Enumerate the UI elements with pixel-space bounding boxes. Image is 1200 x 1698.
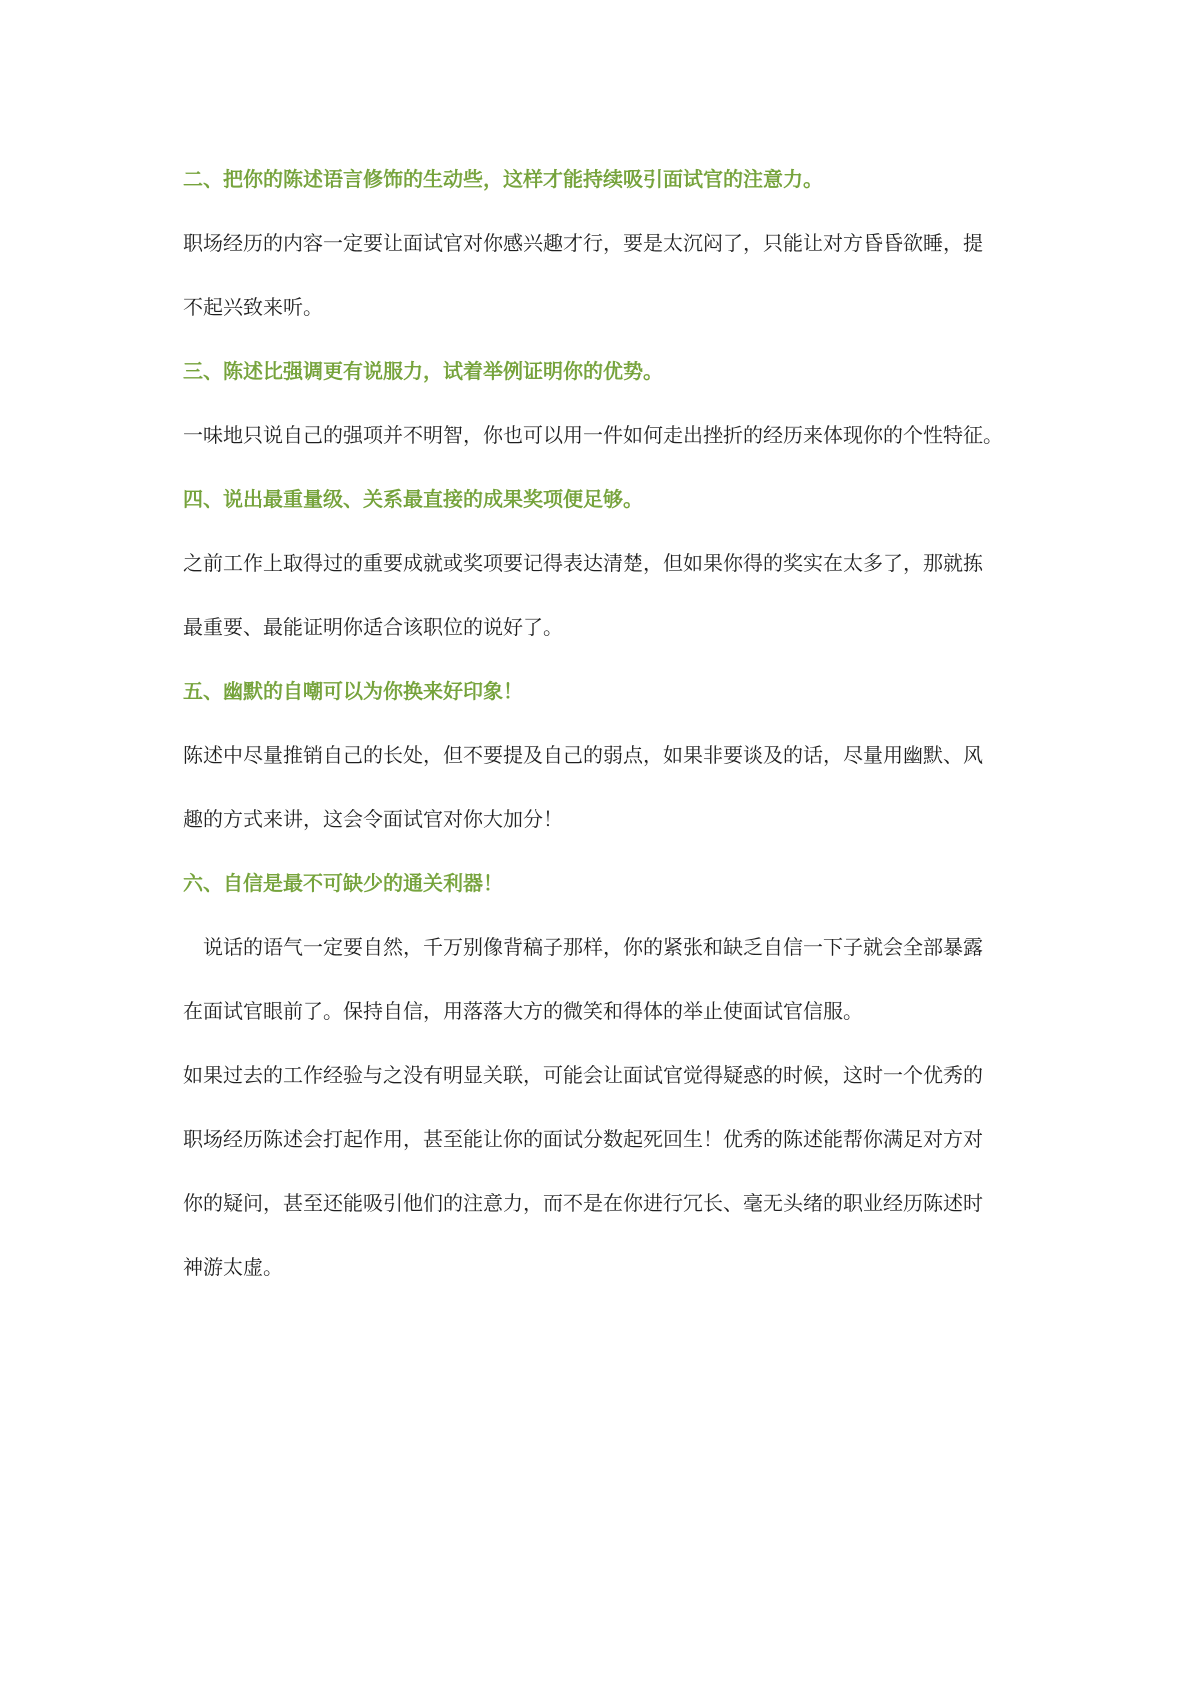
paragraph-line: 之前工作上取得过的重要成就或奖项要记得表达清楚，但如果你得的奖实在太多了，那就拣 [183,551,983,575]
paragraph-line: 最重要、最能证明你适合该职位的说好了。 [183,615,563,639]
paragraph-line: 陈述中尽量推销自己的长处，但不要提及自己的弱点，如果非要谈及的话，尽量用幽默、风 [183,743,983,767]
section-heading-4: 四、说出最重量级、关系最直接的成果奖项便足够。 [183,487,643,511]
paragraph-line: 一味地只说自己的强项并不明智，你也可以用一件如何走出挫折的经历来体现你的个性特征。 [183,423,1003,447]
paragraph-line: 职场经历的内容一定要让面试官对你感兴趣才行，要是太沉闷了，只能让对方昏昏欲睡，提 [183,231,983,255]
paragraph-line: 你的疑问，甚至还能吸引他们的注意力，而不是在你进行冗长、毫无头绪的职业经历陈述时 [183,1191,983,1215]
section-heading-3: 三、陈述比强调更有说服力，试着举例证明你的优势。 [183,359,663,383]
paragraph-line: 职场经历陈述会打起作用，甚至能让你的面试分数起死回生！优秀的陈述能帮你满足对方对 [183,1127,983,1151]
paragraph-line: 不起兴致来听。 [183,295,323,319]
document-content [183,155,1043,1307]
section-heading-5: 五、幽默的自嘲可以为你换来好印象！ [183,679,523,703]
section-heading-2: 二、把你的陈述语言修饰的生动些，这样才能持续吸引面试官的注意力。 [183,167,823,191]
paragraph-line: 神游太虚。 [183,1255,283,1279]
paragraph-line: 说话的语气一定要自然，千万别像背稿子那样，你的紧张和缺乏自信一下子就会全部暴露 [203,935,983,959]
paragraph-line: 如果过去的工作经验与之没有明显关联，可能会让面试官觉得疑惑的时候，这时一个优秀的 [183,1063,983,1087]
section-heading-6: 六、自信是最不可缺少的通关利器！ [183,871,503,895]
paragraph-line: 在面试官眼前了。保持自信，用落落大方的微笑和得体的举止使面试官信服。 [183,999,863,1023]
paragraph-line: 趣的方式来讲，这会令面试官对你大加分！ [183,807,563,831]
